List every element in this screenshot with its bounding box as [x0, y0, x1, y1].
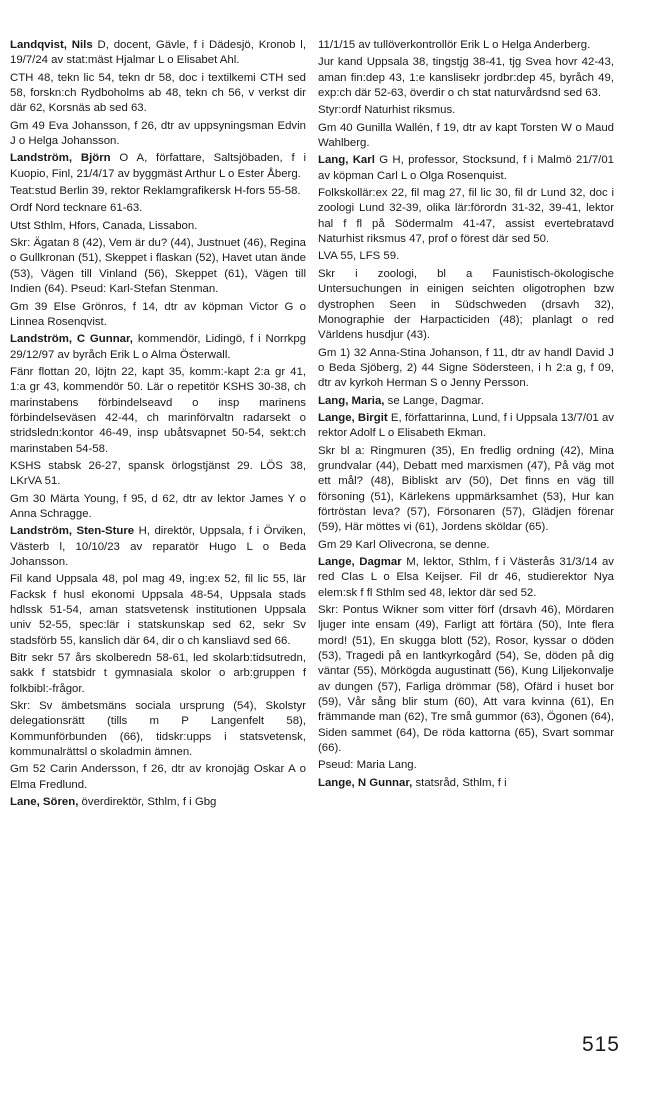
right-column	[318, 38, 614, 793]
entry-text: Ordf Nord tecknare 61-63.	[10, 202, 143, 215]
entry-paragraph	[318, 121, 614, 152]
entry-text: Skr: Sv ämbetsmäns sociala ursprung (54), Skolstyr delegationsrätt (tills m P Langenfelt 58), Kommunförbunden (66), tidskr:upps i statsvetensk, kommunalrättsl o skoladmin ämnen.	[10, 700, 306, 759]
entry-paragraph	[318, 38, 614, 53]
entry-paragraph	[10, 219, 306, 234]
entry-paragraph	[10, 332, 306, 363]
entry-paragraph	[10, 71, 306, 117]
entry-name: Lange, Birgit	[318, 411, 388, 424]
entry-name: Landqvist, Nils	[10, 39, 93, 51]
entry-text: Fänr flottan 20, löjtn 22, kapt 35, komm:-kapt 2:a gr 41, 1:a gr 43, kommendör 50. Lär o repetitör KSHS 30-38, ch marinstabens förbindelseavd o insp marinens förbindelseväsen 42-44, ch marinförvaltn radarsekt o stridsledn:kontor 46-49, insp ubåtsvapnet 50-54, sekt:ch marinstaben 54-58.	[10, 365, 306, 455]
entry-name: Landström, Björn	[10, 152, 111, 165]
entry-paragraph	[318, 538, 614, 553]
entry-text: Styr:ordf Naturhist riksmus.	[318, 104, 456, 117]
entry-text: Jur kand Uppsala 38, tingstjg 38-41, tjg Svea hovr 42-43, aman fin:dep 43, 1:e kanslisekr jordbr:dep 45, byråch 49, exp:ch där 52-63, överdir o ch stat naturvårdsnd sed 63.	[318, 56, 614, 100]
entry-text: G H, professor, Stocksund, f i Malmö 21/7/01 av köpman Carl L o Olga Rosenquist.	[318, 154, 614, 182]
entry-text: CTH 48, tekn lic 54, tekn dr 58, doc i textilkemi CTH sed 58, forskn:ch Rydboholms ab 48, tekn ch 56, v verkst dir där 62, Korsnäs ab sed 63.	[10, 71, 306, 115]
entry-text: Gm 49 Eva Johansson, f 26, dtr av uppsyningsman Edvin J o Helga Johansson.	[10, 119, 306, 148]
entry-paragraph	[10, 38, 306, 69]
entry-text: Utst Sthlm, Hfors, Canada, Lissabon.	[10, 219, 198, 232]
entry-name: Lang, Maria,	[318, 394, 385, 407]
entry-paragraph	[318, 394, 614, 409]
entry-paragraph	[318, 186, 614, 247]
entry-paragraph	[10, 236, 306, 297]
entry-paragraph	[318, 555, 614, 601]
entry-text: statsråd, Sthlm, f i	[412, 776, 507, 789]
entry-name: Landström, C Gunnar,	[10, 333, 133, 346]
entry-paragraph	[10, 762, 306, 793]
entry-name: Lange, Dagmar	[318, 556, 402, 568]
entry-text: Gm 52 Carin Andersson, f 26, dtr av kronojäg Oskar A o Elma Fredlund.	[10, 763, 306, 791]
entry-paragraph	[318, 153, 614, 184]
entry-paragraph	[10, 119, 306, 150]
entry-paragraph	[10, 365, 306, 457]
entry-text: kommendör, Lidingö, f i Norrkpg 29/12/97 av byråch Erik L o Alma Österwall.	[10, 333, 306, 361]
entry-text: 11/1/15 av tullöverkontrollör Erik L o Helga Anderberg.	[318, 39, 591, 51]
entry-name: Landström, Sten-Sture	[10, 525, 135, 538]
entry-text: Gm 30 Märta Young, f 95, d 62, dtr av lektor James Y o Anna Schragge.	[10, 492, 306, 520]
entry-paragraph	[10, 651, 306, 697]
entry-text: LVA 55, LFS 59.	[318, 250, 400, 263]
entry-paragraph	[318, 103, 614, 118]
entry-paragraph	[10, 459, 306, 490]
entry-paragraph	[318, 346, 614, 392]
entry-paragraph	[318, 249, 614, 264]
entry-text: Skr bl a: Ringmuren (35), En fredlig ordning (42), Mina grundvalar (44), Debatt med marxismen (47), På väg mot ett mål? (48), Bibliskt arv (50), Det finns en väg till försoning (51), Kärlekens uppmärksamhet (53), Hur kan förtröstan leva? (57), Försonaren (57), Glädjen förenar (59), Här möttes vi (61), Jordens sköldar (65).	[318, 444, 614, 534]
entry-paragraph	[10, 201, 306, 216]
entry-text: se Lange, Dagmar.	[384, 394, 484, 407]
entry-paragraph	[318, 758, 614, 773]
entry-paragraph	[10, 524, 306, 570]
entry-paragraph	[10, 151, 306, 182]
entry-text: Skr: Pontus Wikner som vitter förf (drsavh 46), Mördaren ljuger inte ensam (49), Farligt att förtära (50), Inte flera mord! (51), En skugga blott (52), Rosor, kyssar o döden (53), Tragedi på en lantkyrkogård (54), Se, döden på dig väntar (55), Mörkögda augustinatt (56), Kung Liljekonvalje av dungen (57), Farliga drömmar (58), Ofärd i huset bor (59), Vår sång blir stum (60), Att vara kvinna (61), En främmande man (62), Tre små gummor (63), Ögonen (64), Siden sammet (64), De röda kattorna (65), Svart sommar (66).	[318, 604, 614, 755]
entry-text: Gm 1) 32 Anna-Stina Johanson, f 11, dtr av handl David J o Beda Sjöberg, 2) 44 Signe Södersteen, i h 2:a g, f 09, dtr av kyrkoh Herman S o Jenny Persson.	[318, 346, 614, 390]
entry-text: Fil kand Uppsala 48, pol mag 49, ing:ex 52, fil lic 55, lär Facksk f husl ekonomi Uppsala 48-54, Uppsala stads hdlssk 51-54, aman statsvetensk institutionen Uppsala univ 52-55, spec:lär i statskunskap sed 62, sekr Sv stadsförb 55, kanslich där 64, dir o ch kansliavd sed 66.	[10, 573, 306, 647]
entry-text: Gm 40 Gunilla Wallén, f 19, dtr av kapt Torsten W o Maud Wahlberg.	[318, 121, 614, 150]
entry-text: D, docent, Gävle, f i Dädesjö, Kronob l, 19/7/24 av stat:mäst Hjalmar L o Elisabet Ahl.	[10, 39, 306, 67]
entry-text: Gm 29 Karl Olivecrona, se denne.	[318, 538, 490, 551]
entry-text: Teat:stud Berlin 39, rektor Reklamgrafikersk H-fors 55-58.	[10, 185, 301, 198]
entry-paragraph	[10, 699, 306, 760]
entry-paragraph	[318, 444, 614, 536]
left-column	[10, 38, 306, 813]
entry-paragraph	[10, 184, 306, 199]
entry-paragraph	[318, 776, 614, 791]
page-number: 515	[581, 1033, 620, 1056]
entry-text: H, direktör, Uppsala, f i Örviken, Västerb l, 10/10/23 av reparatör Hugo L o Beda Johansson.	[10, 525, 306, 568]
entry-paragraph	[318, 267, 614, 344]
entry-text: Skr: Ägatan 8 (42), Vem är du? (44), Justnuet (46), Regina o Gullkronan (51), Skeppet i flaskan (52), Havet utan ände (53), Vägen till Vinland (56), Skeppet (61), Vägen till Indien (64). Pseud: Karl-Stefan Stenman.	[10, 237, 306, 296]
entry-paragraph	[318, 411, 614, 442]
entry-text: Folkskollär:ex 22, fil mag 27, fil lic 30, fil dr Lund 32, doc i zoologi Lund 32-39, olika lär:förordn 31-32, 39-41, lektor hal f fl på Södermalm 41-47, assist evertebratavd Naturhist riksmus 47, prof o förest där sed 50.	[318, 187, 614, 246]
entry-name: Lane, Sören,	[10, 796, 79, 809]
entry-name: Lang, Karl	[318, 154, 375, 167]
entry-text: Bitr sekr 57 års skolberedn 58-61, led skolarb:tidsutredn, sakk f statsbidr t gymnasiala skolor o arb:gruppen f folkbibl:-frågor.	[10, 652, 306, 695]
entry-paragraph	[10, 572, 306, 649]
entry-text: Gm 39 Else Grönros, f 14, dtr av köpman Victor G o Linnea Rosenqvist.	[10, 300, 306, 328]
entry-text: överdirektör, Sthlm, f i Gbg	[78, 796, 217, 809]
entry-name: Lange, N Gunnar,	[318, 776, 413, 789]
entry-text: O A, författare, Saltsjöbaden, f i Kuopio, Finl, 21/4/17 av byggmäst Arthur L o Ester Åberg.	[10, 152, 306, 180]
entry-paragraph	[10, 300, 306, 331]
entry-text: Pseud: Maria Lang.	[318, 759, 417, 772]
entry-paragraph	[10, 795, 306, 810]
entry-text: M, lektor, Sthlm, f i Västerås 31/3/14 av red Clas L o Elsa Keijser. Fil dr 46, studierektor Nya elem:sk f fl Sthlm sed 48, lektor där sed 52.	[318, 556, 614, 599]
entry-paragraph	[318, 603, 614, 756]
entry-text: KSHS stabsk 26-27, spansk örlogstjänst 29. LÖS 38, LKrVA 51.	[10, 459, 306, 488]
entry-paragraph	[318, 55, 614, 101]
entry-text: E, författarinna, Lund, f i Uppsala 13/7/01 av rektor Adolf L o Elisabeth Ekman.	[318, 411, 614, 440]
entry-text: Skr i zoologi, bl a Faunistisch-ökologische Untersuchungen in einigen seichten oligotrophen bzw dystrophen Seen in Südschweden (drsavh 32), Monographie der Harpacticiden (48); planlagt o red Världens husdjur (43).	[318, 267, 614, 342]
entry-paragraph	[10, 492, 306, 523]
